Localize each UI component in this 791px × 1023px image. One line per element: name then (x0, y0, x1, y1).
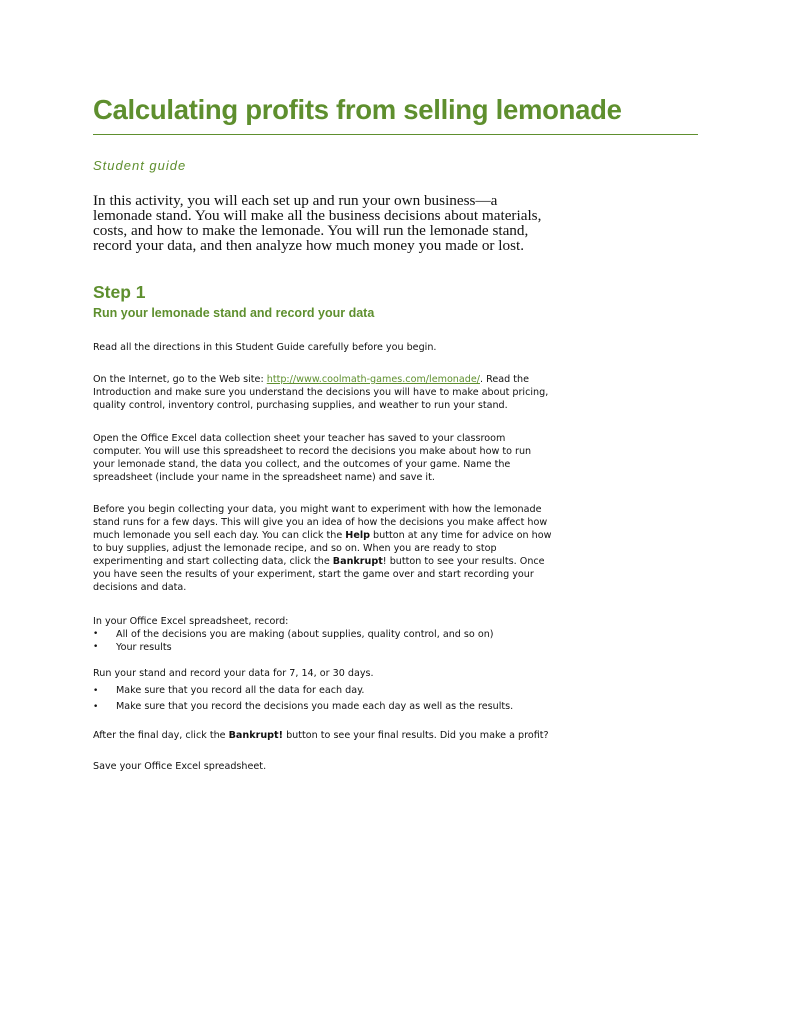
final-day-paragraph: After the final day, click the Bankrupt! button to see your final results. Did you make a profit? (93, 730, 549, 741)
step-subheading: Run your lemonade stand and record your data (93, 306, 375, 320)
before-text-line: you have seen the results of your experiment, start the game over and start recording your (93, 569, 534, 580)
excel-text-line: Open the Office Excel data collection sheet your teacher has saved to your classroom (93, 433, 506, 444)
before-text-line: experimenting and start collecting data, click the (93, 556, 333, 567)
bankrupt-term: Bankrupt! (228, 730, 284, 741)
bankrupt-term: Bankrupt (332, 556, 383, 567)
bullet-icon: • (93, 629, 99, 639)
internet-text-pre: On the Internet, go to the Web site: (93, 374, 267, 385)
excel-text-line: computer. You will use this spreadsheet to record the decisions you make about how to run (93, 446, 532, 457)
list-item: • Your results (93, 642, 172, 653)
before-text-line: button at any time for advice on how (370, 530, 552, 541)
page-title: Calculating profits from selling lemonade (93, 94, 622, 125)
list-item: • Make sure that you record all the data for each day. (93, 683, 628, 699)
before-text-line: much lemonade you sell each day. You can click the (93, 530, 346, 541)
bullet-icon: • (93, 702, 99, 712)
record-intro: In your Office Excel spreadsheet, record: (93, 616, 289, 627)
list-item: • All of the decisions you are making (about supplies, quality control, and so on) (93, 629, 494, 640)
internet-text-line: Introduction and make sure you understand the decisions you will have to make about pricing, (93, 387, 549, 398)
record-list (93, 628, 628, 654)
before-text-line: to buy supplies, adjust the lemonade recipe, and so on. When you are ready to stop (93, 543, 497, 554)
title-divider (93, 134, 698, 135)
list-item: • Make sure that you record the decisions you made each day as well as the results. (93, 699, 628, 715)
help-term: Help (345, 530, 370, 541)
save-paragraph: Save your Office Excel spreadsheet. (93, 761, 267, 772)
run-list (93, 683, 628, 715)
step-heading: Step 1 (93, 282, 146, 302)
read-directions-paragraph: Read all the directions in this Student Guide carefully before you begin. (93, 342, 437, 353)
intro-line: In this activity, you will each set up and run your own business—a (93, 192, 498, 209)
intro-line: lemonade stand. You will make all the business decisions about materials, (93, 207, 542, 224)
bullet-icon: • (93, 642, 99, 652)
internet-text-line: quality control, inventory control, purchasing supplies, and weather to run your stand. (93, 400, 508, 411)
before-text-line: decisions and data. (93, 582, 187, 593)
internet-text-post: . Read the (480, 374, 529, 385)
before-text-line: ! button to see your results. Once (382, 556, 545, 567)
before-text-line: stand runs for a few days. This will give you an idea of how the decisions you make affect how (93, 517, 548, 528)
excel-text-line: spreadsheet (include your name in the spreadsheet name) and save it. (93, 472, 435, 483)
before-you-begin-paragraph (93, 503, 628, 594)
intro-line: record your data, and then analyze how much money you made or lost. (93, 237, 525, 254)
intro-paragraph (93, 193, 638, 253)
excel-text-line: your lemonade stand, the data you collect, and the outcomes of your game. Name the (93, 459, 511, 470)
run-intro: Run your stand and record your data for 7, 14, or 30 days. (93, 668, 374, 679)
page-subtitle: Student guide (93, 158, 187, 173)
lemonade-website-link[interactable]: http://www.coolmath-games.com/lemonade/ (266, 374, 480, 385)
internet-paragraph (93, 373, 628, 412)
bullet-icon: • (93, 686, 99, 696)
before-text-line: Before you begin collecting your data, you might want to experiment with how the lemonade (93, 504, 542, 515)
intro-line: costs, and how to make the lemonade. You will run the lemonade stand, (93, 222, 529, 239)
excel-paragraph (93, 432, 628, 484)
